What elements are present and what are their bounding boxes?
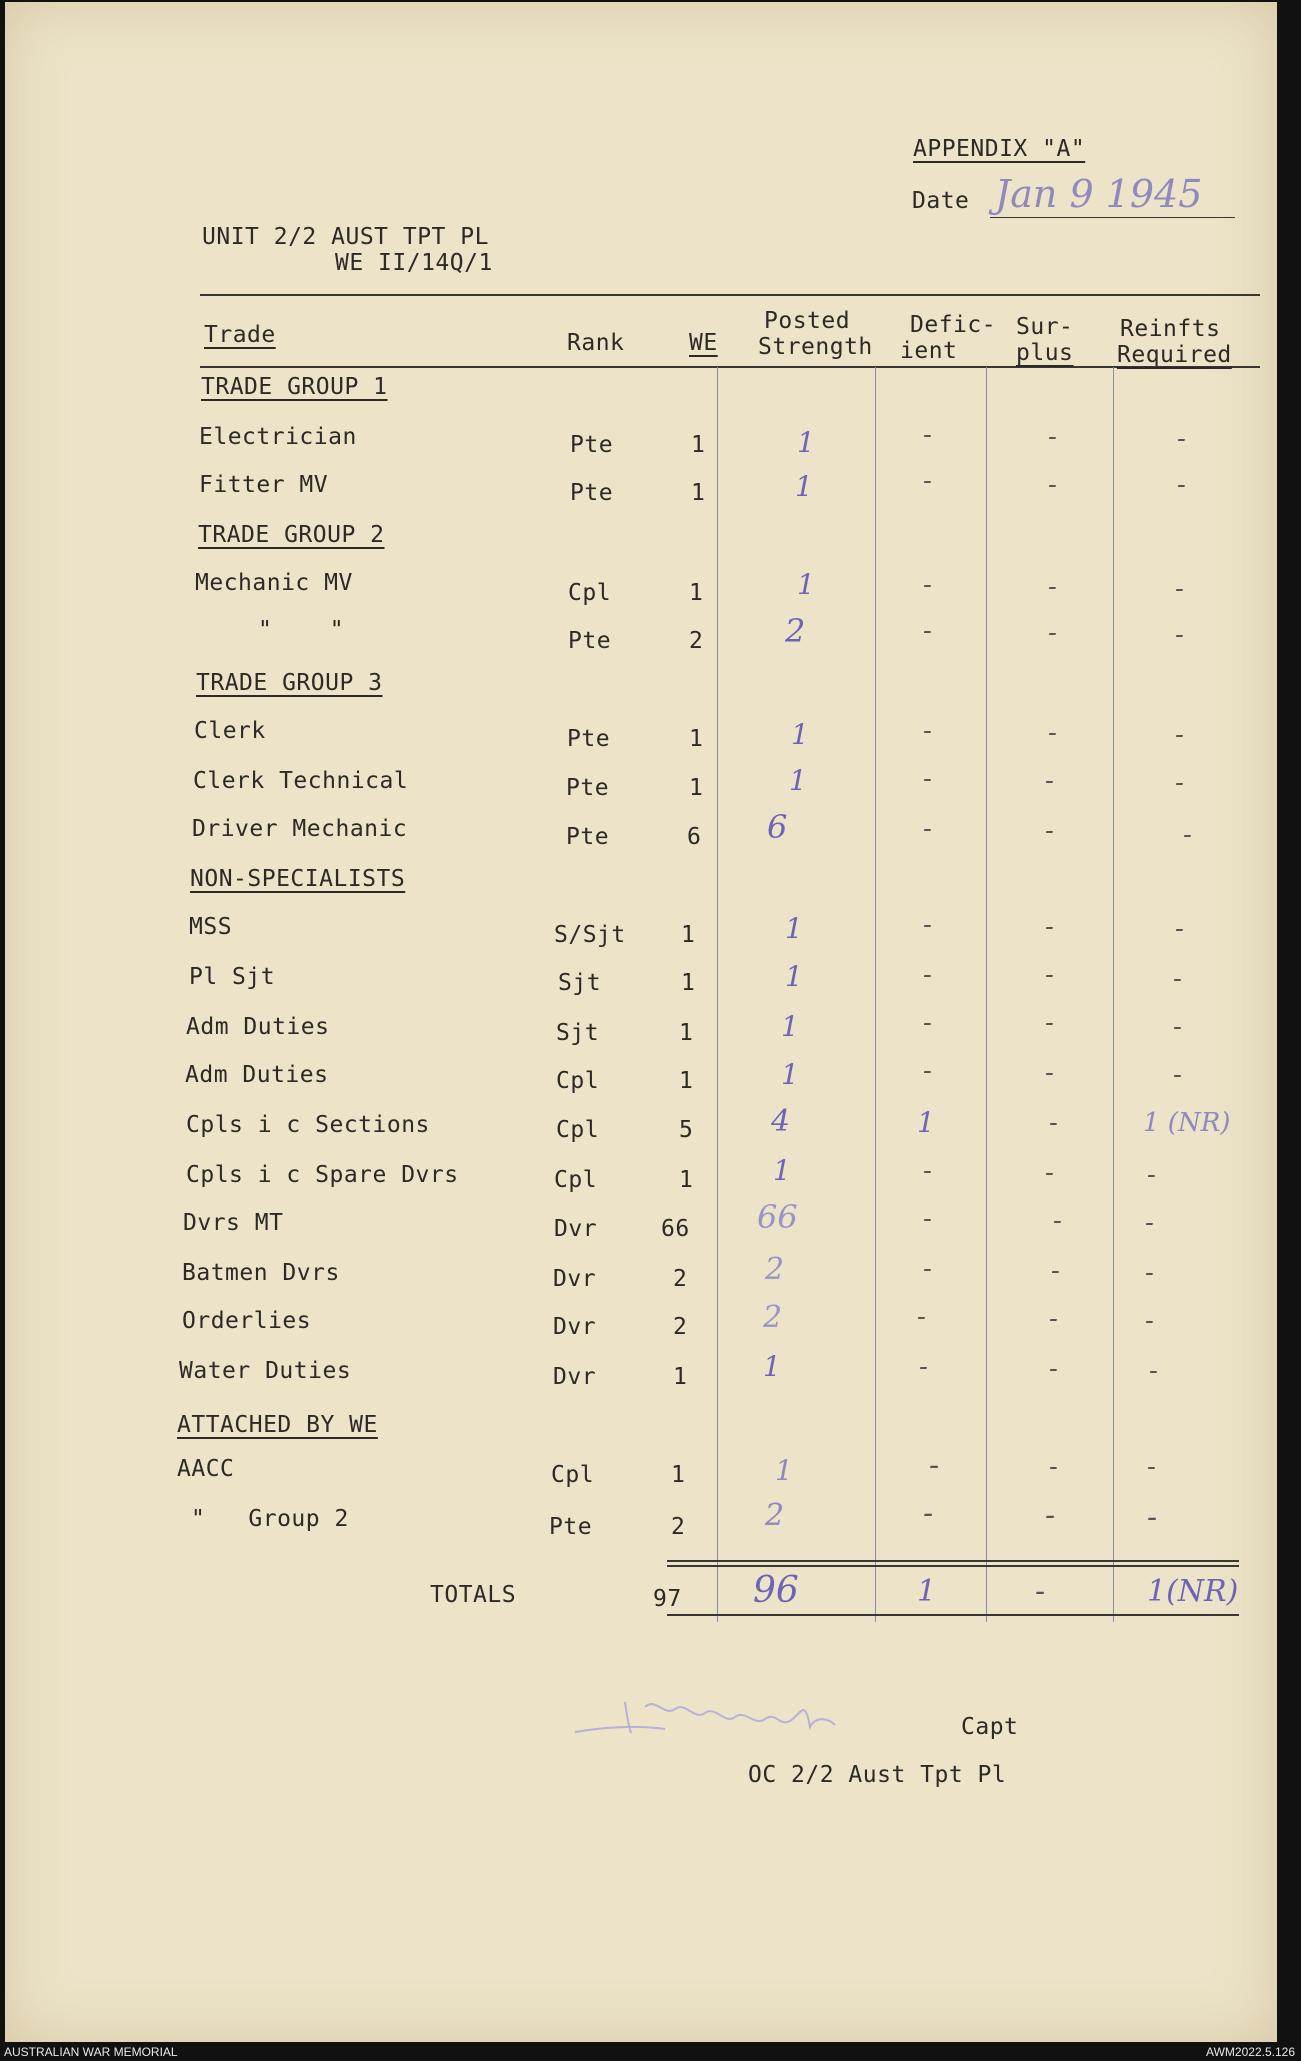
row-reinfts: - xyxy=(1147,1452,1156,1482)
row-surplus: - xyxy=(1045,1058,1054,1088)
row-rank: Pte xyxy=(566,775,610,801)
row-we: 1 xyxy=(681,970,696,996)
row-surplus: - xyxy=(1048,470,1057,500)
row-we: 5 xyxy=(679,1117,694,1143)
row-rank: Pte xyxy=(570,480,614,506)
col-defic-2: ient xyxy=(900,338,958,364)
col-reinfts-1: Reinfts xyxy=(1120,316,1221,342)
date-underline xyxy=(990,217,1235,218)
group-title: TRADE GROUP 1 xyxy=(201,374,388,400)
row-reinfts: - xyxy=(1183,820,1192,850)
row-reinfts: - xyxy=(1145,1208,1154,1238)
row-surplus: - xyxy=(1053,1206,1062,1236)
row-trade: Dvrs MT xyxy=(183,1210,284,1236)
row-posted: 1 xyxy=(797,568,815,601)
row-rank: Pte xyxy=(570,432,614,458)
row-surplus: - xyxy=(1045,960,1054,990)
row-posted: 1 xyxy=(797,426,815,459)
row-defic: - xyxy=(923,814,932,844)
row-rank: Pte xyxy=(568,628,612,654)
archive-reference: AWM2022.5.126 xyxy=(1206,2045,1295,2059)
row-surplus: - xyxy=(1049,1452,1058,1482)
row-defic: - xyxy=(923,616,932,646)
row-rank: Cpl xyxy=(551,1462,595,1488)
row-reinfts: - xyxy=(1147,1500,1158,1535)
row-surplus: - xyxy=(1051,1256,1060,1286)
row-defic: - xyxy=(923,716,932,746)
col-surplus-2: plus xyxy=(1016,340,1074,366)
row-we: 1 xyxy=(691,480,706,506)
col-divider-4 xyxy=(1113,367,1114,1622)
row-we: 2 xyxy=(689,628,704,654)
row-posted: 66 xyxy=(757,1198,798,1236)
row-reinfts: - xyxy=(1147,1160,1156,1190)
signature-rank: Capt xyxy=(961,1714,1019,1740)
row-surplus: - xyxy=(1049,1354,1058,1384)
row-rank: Dvr xyxy=(554,1216,598,1242)
row-reinfts: - xyxy=(1173,964,1182,994)
row-posted: 1 xyxy=(781,1058,799,1091)
col-divider-3 xyxy=(986,367,987,1622)
row-trade: AACC xyxy=(177,1456,235,1482)
row-reinfts: - xyxy=(1175,620,1184,650)
row-we: 1 xyxy=(679,1068,694,1094)
row-surplus: - xyxy=(1048,718,1057,748)
row-defic: - xyxy=(923,960,932,990)
row-we: 1 xyxy=(691,432,706,458)
totals-we: 97 xyxy=(653,1586,682,1612)
row-we: 1 xyxy=(679,1167,694,1193)
row-defic: - xyxy=(923,420,932,450)
group-title: ATTACHED BY WE xyxy=(177,1412,378,1438)
row-trade: MSS xyxy=(189,914,233,940)
row-posted: 2 xyxy=(765,1498,785,1533)
col-posted-2: Strength xyxy=(758,334,873,360)
row-we: 1 xyxy=(673,1364,688,1390)
row-surplus: - xyxy=(1049,1108,1058,1138)
row-defic: - xyxy=(923,1056,932,1086)
row-rank: Pte xyxy=(567,726,611,752)
row-posted: 1 xyxy=(795,470,813,503)
header-rule xyxy=(200,366,1260,368)
group-title: TRADE GROUP 2 xyxy=(198,522,385,548)
row-surplus: - xyxy=(1045,1008,1054,1038)
row-trade: " " xyxy=(258,617,345,643)
appendix-label: APPENDIX "A" xyxy=(913,136,1086,162)
row-posted: 1 xyxy=(775,1454,793,1487)
row-trade: " Group 2 xyxy=(191,1506,349,1532)
row-trade: Fitter MV xyxy=(199,472,329,498)
we-line: WE II/14Q/1 xyxy=(335,250,493,276)
row-posted: 1 xyxy=(785,912,803,945)
totals-posted: 96 xyxy=(753,1570,799,1611)
row-trade: Mechanic MV xyxy=(195,570,353,596)
row-posted: 1 xyxy=(789,764,807,797)
totals-reinfts: 1(NR) xyxy=(1147,1574,1239,1609)
row-reinfts: - xyxy=(1175,574,1184,604)
col-posted-1: Posted xyxy=(764,308,851,334)
row-reinfts: - xyxy=(1177,424,1186,454)
row-posted: 1 xyxy=(785,960,803,993)
row-defic: - xyxy=(923,1204,932,1234)
row-rank: Pte xyxy=(566,824,610,850)
top-rule xyxy=(200,294,1260,296)
row-reinfts: - xyxy=(1149,1356,1158,1386)
row-we: 2 xyxy=(673,1266,688,1292)
signature-title: OC 2/2 Aust Tpt Pl xyxy=(748,1762,1007,1788)
totals-rule-top-double xyxy=(667,1565,1239,1567)
row-rank: Dvr xyxy=(553,1364,597,1390)
row-surplus: - xyxy=(1045,912,1054,942)
totals-defic: 1 xyxy=(917,1574,937,1609)
col-trade: Trade xyxy=(204,322,276,348)
row-we: 2 xyxy=(673,1314,688,1340)
row-defic: - xyxy=(917,1302,926,1332)
row-rank: S/Sjt xyxy=(554,922,626,948)
row-reinfts: - xyxy=(1145,1258,1154,1288)
row-surplus: - xyxy=(1045,816,1054,846)
row-we: 1 xyxy=(689,775,704,801)
row-rank: Cpl xyxy=(568,580,612,606)
row-defic: - xyxy=(923,1008,932,1038)
row-we: 6 xyxy=(687,824,702,850)
document-page xyxy=(5,2,1277,2042)
row-we: 1 xyxy=(689,726,704,752)
row-trade: Orderlies xyxy=(182,1308,312,1334)
row-rank: Pte xyxy=(549,1514,593,1540)
totals-rule-top xyxy=(667,1560,1239,1562)
row-defic: - xyxy=(923,1254,932,1284)
row-defic: - xyxy=(923,570,932,600)
row-rank: Dvr xyxy=(553,1314,597,1340)
archive-credit: AUSTRALIAN WAR MEMORIAL xyxy=(4,2045,178,2059)
date-value: Jan 9 1945 xyxy=(995,172,1203,216)
row-trade: Clerk Technical xyxy=(193,768,409,794)
col-defic-1: Defic- xyxy=(910,312,997,338)
row-defic: - xyxy=(923,1496,934,1531)
row-we: 1 xyxy=(679,1020,694,1046)
group-title: TRADE GROUP 3 xyxy=(196,670,383,696)
row-posted: 6 xyxy=(767,808,788,846)
row-rank: Sjt xyxy=(558,970,602,996)
col-surplus-1: Sur- xyxy=(1016,314,1074,340)
row-we: 2 xyxy=(671,1514,686,1540)
row-defic: 1 xyxy=(917,1106,935,1139)
row-trade: Adm Duties xyxy=(186,1014,330,1040)
row-reinfts: - xyxy=(1145,1306,1154,1336)
row-posted: 2 xyxy=(765,1252,785,1287)
row-rank: Cpl xyxy=(554,1167,598,1193)
date-label: Date xyxy=(912,188,970,214)
unit-line: UNIT 2/2 AUST TPT PL xyxy=(202,224,489,250)
totals-label: TOTALS xyxy=(430,1582,517,1608)
row-posted: 2 xyxy=(763,1300,783,1335)
row-posted: 1 xyxy=(791,718,809,751)
row-reinfts: - xyxy=(1175,914,1184,944)
row-reinfts: - xyxy=(1175,720,1184,750)
row-surplus: - xyxy=(1048,422,1057,452)
row-trade: Cpls i c Sections xyxy=(186,1112,430,1138)
row-reinfts: - xyxy=(1177,470,1186,500)
row-we: 1 xyxy=(689,580,704,606)
row-trade: Electrician xyxy=(199,424,357,450)
row-we: 1 xyxy=(681,922,696,948)
row-surplus: - xyxy=(1048,618,1057,648)
col-rank: Rank xyxy=(567,330,625,356)
signature-mark xyxy=(565,1687,925,1747)
col-we: WE xyxy=(689,330,718,356)
totals-surplus: - xyxy=(1035,1574,1046,1609)
row-defic: - xyxy=(923,910,932,940)
col-divider-1 xyxy=(717,367,718,1622)
row-trade: Water Duties xyxy=(179,1358,352,1384)
row-rank: Sjt xyxy=(556,1020,600,1046)
row-trade: Adm Duties xyxy=(185,1062,329,1088)
row-surplus: - xyxy=(1049,1304,1058,1334)
row-defic: - xyxy=(919,1352,928,1382)
col-divider-2 xyxy=(875,367,876,1622)
row-rank: Dvr xyxy=(553,1266,597,1292)
row-we: 66 xyxy=(661,1216,690,1242)
row-trade: Pl Sjt xyxy=(189,964,276,990)
row-reinfts: 1 (NR) xyxy=(1143,1108,1231,1138)
row-posted: 1 xyxy=(773,1154,791,1187)
row-defic: - xyxy=(923,466,932,496)
row-defic: - xyxy=(929,1448,940,1483)
row-reinfts: - xyxy=(1175,768,1184,798)
row-posted: 1 xyxy=(763,1350,781,1383)
col-reinfts-2: Required xyxy=(1117,342,1232,368)
row-posted: 1 xyxy=(781,1010,799,1043)
group-title: NON-SPECIALISTS xyxy=(190,866,406,892)
row-rank: Cpl xyxy=(556,1068,600,1094)
row-posted: 2 xyxy=(785,612,806,650)
row-trade: Cpls i c Spare Dvrs xyxy=(186,1162,459,1188)
row-trade: Driver Mechanic xyxy=(192,816,408,842)
row-rank: Cpl xyxy=(556,1117,600,1143)
row-surplus: - xyxy=(1045,1498,1056,1533)
row-reinfts: - xyxy=(1173,1012,1182,1042)
row-defic: - xyxy=(923,1156,932,1186)
row-reinfts: - xyxy=(1173,1060,1182,1090)
row-surplus: - xyxy=(1045,1158,1054,1188)
row-posted: 4 xyxy=(771,1104,791,1139)
row-trade: Batmen Dvrs xyxy=(182,1260,340,1286)
row-trade: Clerk xyxy=(194,718,266,744)
row-surplus: - xyxy=(1048,572,1057,602)
row-we: 1 xyxy=(671,1462,686,1488)
row-defic: - xyxy=(923,764,932,794)
row-surplus: - xyxy=(1045,766,1054,796)
totals-rule-bottom xyxy=(667,1614,1239,1616)
